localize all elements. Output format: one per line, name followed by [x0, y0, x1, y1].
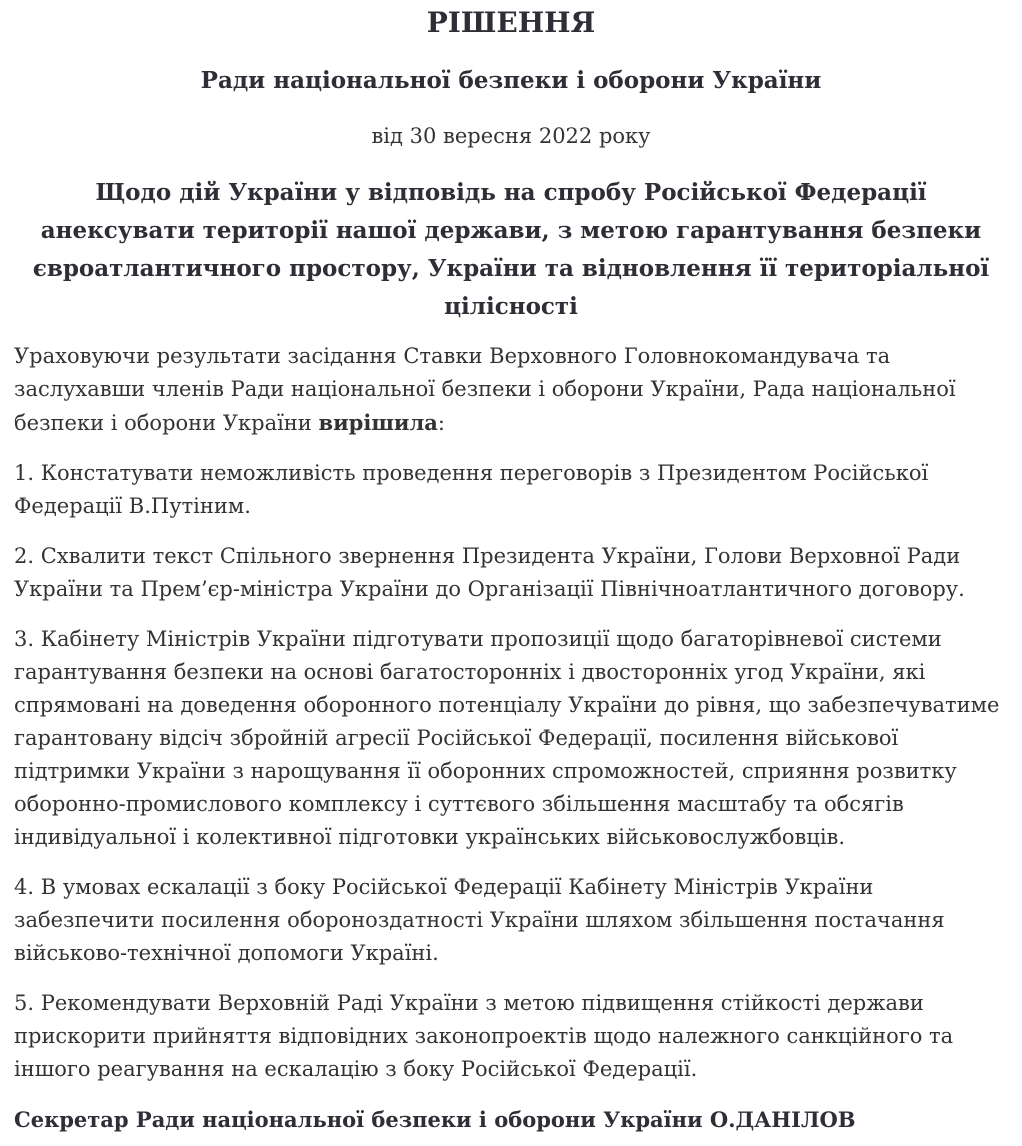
document-preamble — [14, 340, 1008, 440]
preamble-text: Ураховуючи результати засідання Ставки Верховного Головнокомандувача та заслухавши членів Ради національної безпеки і оборони України, Рада національної безпеки і оборони України — [14, 344, 956, 435]
document-title: РІШЕННЯ — [426, 6, 596, 39]
preamble-colon: : — [437, 411, 445, 435]
decision-item-1: 1. Констатувати неможливість проведення переговорів з Президентом Російської Федерації В.Путіним. — [14, 461, 929, 518]
document-signature: Секретар Ради національної безпеки і оборони України О.ДАНІЛОВ — [14, 1107, 856, 1132]
decision-item-4: 4. В умовах ескалації з боку Російської Федерації Кабінету Міністрів України забезпечити посилення обороноздатності України шляхом збільшення постачання військово-технічної допомоги Україні. — [14, 875, 945, 965]
decision-item-5: 5. Рекомендувати Верховній Раді України з метою підвищення стійкості держави прискорити прийняття відповідних законопроектів щодо належного санкційного та іншого реагування на ескалацію з боку Російської Федерації. — [14, 991, 954, 1081]
document-date: від 30 вересня 2022 року — [371, 124, 651, 148]
preamble-bold-word: вирішила — [318, 410, 438, 435]
document-subject: Щодо дій України у відповідь на спробу Російської Федерації анексувати території нашої держави, з метою гарантування безпеки євроатлантичного простору, України та відновлення її територіальної цілісності — [32, 179, 990, 320]
decision-item-3: 3. Кабінету Міністрів України підготувати пропозиції щодо багаторівневої системи гарантування безпеки на основі багатосторонніх і двосторонніх угод України, які спрямовані на доведення оборонного потенціалу України до рівня, що забезпечуватиме гарантовану відсіч збройній агресії Російської Федерації, посилення військової підтримки України з нарощування її оборонних спроможностей, сприяння розвитку оборонно-промислового комплексу і суттєвого збільшення масштабу та обсягів індивідуальної і колективної підготовки українських військовослужбовців. — [14, 627, 1000, 849]
decision-item-2: 2. Схвалити текст Спільного звернення Президента України, Голови Верховної Ради України та Прем’єр-міністра України до Організації Північноатлантичного договору. — [14, 544, 965, 601]
document-issuer: Ради національної безпеки і оборони України — [200, 67, 822, 94]
